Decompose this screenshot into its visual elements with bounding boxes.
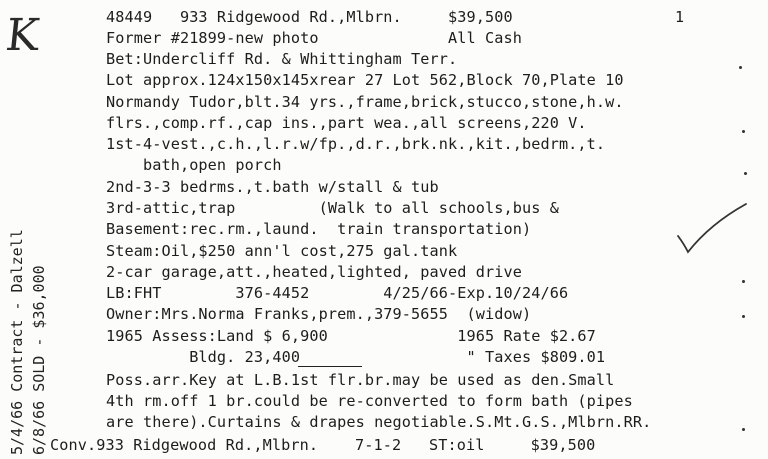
line-third-floor: 3rd-attic,trap (Walk to all schools,bus & [106, 199, 559, 217]
margin-dot [744, 172, 747, 175]
line-listing-broker: LB:FHT 376-4452 4/25/66-Exp.10/24/66 [106, 284, 569, 302]
line-second-floor: 2nd-3-3 bedrms.,t.bath w/stall & tub [106, 178, 439, 196]
line-listing-header: 48449 933 Ridgewood Rd.,Mlbrn. $39,500 [106, 8, 513, 26]
line-heating: Steam:Oil,$250 ann'l cost,275 gal.tank [106, 242, 458, 260]
line-curtains: are there).Curtains & drapes negotiable.S.Mt.G.S.,Mlbrn.RR. [106, 413, 652, 431]
line-first-floor-cont: bath,open porch [106, 156, 282, 174]
line-construction: flrs.,comp.rf.,cap ins.,part wea.,all screens,220 V. [106, 114, 587, 132]
line-style: Normandy Tudor,blt.34 yrs.,frame,brick,stucco,stone,h.w. [106, 93, 624, 111]
line-possession: Poss.arr.Key at L.B.1st flr.br.may be used as den.Small [106, 371, 615, 389]
side-note-sold: 6/8/66 SOLD - $36,000 [30, 265, 48, 455]
side-note-contract: 5/4/66 Contract - Dalzell [8, 229, 26, 455]
line-owner: Owner:Mrs.Norma Franks,prem.,379-5655 (widow) [106, 305, 532, 323]
margin-dot [742, 280, 745, 283]
bldg-underline [298, 366, 362, 367]
line-assess-land: 1965 Assess:Land $ 6,900 1965 Rate $2.67 [106, 327, 596, 345]
line-assess-bldg: Bldg. 23,400 " Taxes $809.01 [106, 348, 606, 366]
line-fourth-room: 4th rm.off 1 br.could be re-converted to form bath (pipes [106, 392, 633, 410]
line-basement: Basement:rec.rm.,laund. train transportation) [106, 220, 532, 238]
line-garage: 2-car garage,att.,heated,lighted, paved drive [106, 263, 522, 281]
line-between: Bet:Undercliff Rd. & Whittingham Terr. [106, 50, 458, 68]
line-first-floor: 1st-4-vest.,c.h.,l.r.w/fp.,d.r.,brk.nk.,kit.,bedrm.,t. [106, 135, 606, 153]
handwritten-letter: K [3, 10, 42, 61]
line-former: Former #21899-new photo All Cash [106, 29, 522, 47]
margin-dot [742, 315, 745, 318]
line-conveyance: Conv.933 Ridgewood Rd.,Mlbrn. 7-1-2 ST:oil $39,500 [50, 436, 596, 454]
sequence-number: 1 [675, 8, 685, 26]
margin-dot [739, 66, 742, 69]
line-lot: Lot approx.124x150x145xrear 27 Lot 562,Block 70,Plate 10 [106, 71, 624, 89]
check-mark-icon [670, 200, 750, 260]
margin-dot [742, 428, 745, 431]
margin-dot [742, 130, 745, 133]
